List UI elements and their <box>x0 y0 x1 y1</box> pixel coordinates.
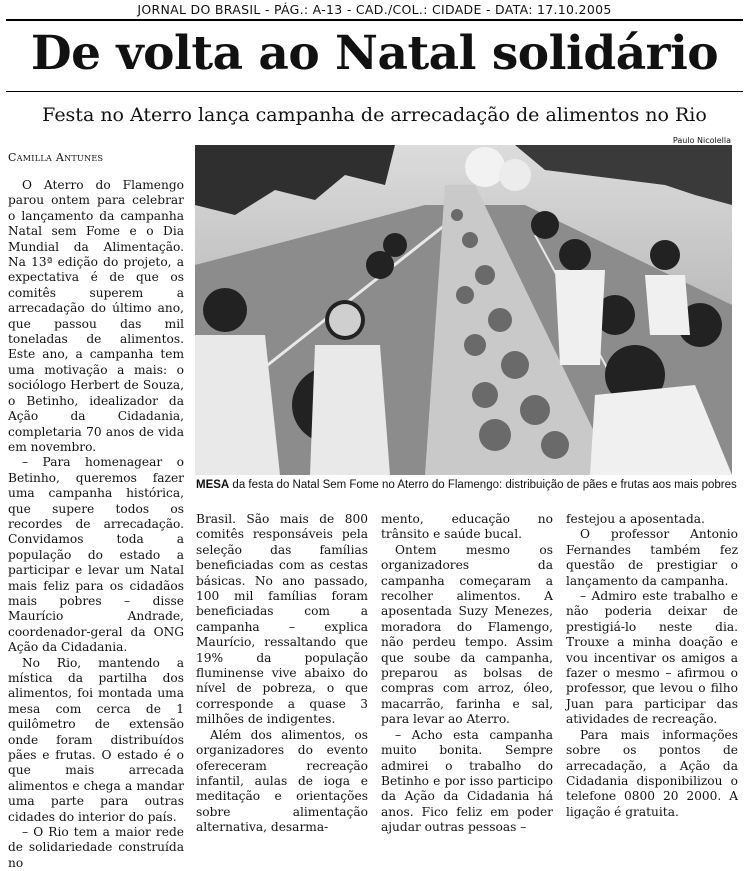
paragraph: O professor Antonio Fernandes também fez questão de prestigiar o lançamento da campanha. <box>566 527 738 588</box>
paragraph: Para mais informações sobre os pontos de arrecadação, a Ação da Cidadania disponibilizou o telefone 0800 20 2000. A ligação é gratuita. <box>566 727 738 819</box>
paragraph: – O Rio tem a maior rede de solidariedade construída no <box>8 825 184 870</box>
article-column-1 <box>8 178 184 871</box>
photo-festival-table <box>195 145 732 475</box>
caption-lead: MESA <box>196 479 230 491</box>
paragraph: – Admiro este trabalho e não poderia deixar de prestigiá-lo neste dia. Trouxe a minha doação e vou incentivar os amigos a fazer o mesmo – afirmou o professor, que levou o filho Juan para participar das atividades de recreação. <box>566 589 738 727</box>
article-column-2 <box>196 512 368 836</box>
deck: Festa no Aterro lança campanha de arrecadação de alimentos no Rio <box>42 104 707 126</box>
paragraph: – Para homenagear o Betinho, queremos fazer uma campanha histórica, que supere todos os recordes de arrecadação. Convidamos toda a população do estado a participar e levar um Natal mais feliz para os cidadãos mais pobres – disse Maurício Andrade, coordenador-geral da ONG Ação da Cidadania. <box>8 455 184 655</box>
paragraph: Brasil. São mais de 800 comitês responsáveis pela seleção das famílias beneficiadas com as cestas básicas. No ano passado, 100 mil famílias foram beneficiadas com a campanha – explica Maurício, ressaltando que 19% da população fluminense vive abaixo do nível de pobreza, o que corresponde a quase 3 milhões de indigentes. <box>196 512 368 727</box>
caption-text: da festa do Natal Sem Fome no Aterro do Flamengo: distribuição de pães e frutas aos mais pobres <box>229 479 737 491</box>
photo-caption <box>196 479 736 491</box>
paragraph: festejou a aposentada. <box>566 512 705 526</box>
photo-illustration <box>195 145 732 475</box>
paragraph: O Aterro do Flamengo parou ontem para celebrar o lançamento da campanha Natal sem Fome e o Dia Mundial da Alimentação. Na 13ª edição do projeto, a expectativa é de que os comitês superem a arrecadação do último ano, que passou das mil toneladas de alimentos. Este ano, a campanha tem uma motivação a mais: o sociólogo Herbert de Souza, o Betinho, idealizador da Ação da Cidadania, completaria 70 anos de vida em novembro. <box>8 178 184 454</box>
paragraph: Além dos alimentos, os organizadores do evento ofereceram recreação infantil, aulas de ioga e meditação e orientações sobre alimentação alternativa, desarma- <box>196 727 368 835</box>
headline: De volta ao Natal solidário <box>30 26 719 81</box>
paragraph: mento, educação no trânsito e saúde bucal. <box>381 512 553 542</box>
photo-credit: Paulo Nicolella <box>672 136 731 145</box>
paragraph: No Rio, mantendo a mística da partilha dos alimentos, foi montada uma mesa com cerca de 1 quilômetro de extensão onde foram distribuídos pães e frutas. O estado é o que mais arrecada alimentos e chega a mandar uma parte para outras cidades do interior do país. <box>8 655 184 824</box>
headline-rule <box>6 91 743 92</box>
article-column-3 <box>381 512 553 836</box>
article-column-4 <box>566 512 738 820</box>
paragraph: Ontem mesmo os organizadores da campanha começaram a recolher alimentos. A aposentada Suzy Menezes, moradora do Flamengo, não perdeu tempo. Assim que soube da campanha, preparou as bolsas de compras com arroz, óleo, macarrão, farinha e sal, para levar ao Aterro. <box>381 542 553 727</box>
byline: Camilla Antunes <box>8 151 104 164</box>
newspaper-slug: JORNAL DO BRASIL - PÁG.: A-13 - CAD./COL.: CIDADE - DATA: 17.10.2005 <box>137 2 612 17</box>
top-rule <box>6 19 743 21</box>
paragraph: – Acho esta campanha muito bonita. Sempre admirei o trabalho do Betinho e por isso participo da Ação da Cidadania há anos. Fico feliz em poder ajudar outras pessoas – <box>381 727 553 835</box>
